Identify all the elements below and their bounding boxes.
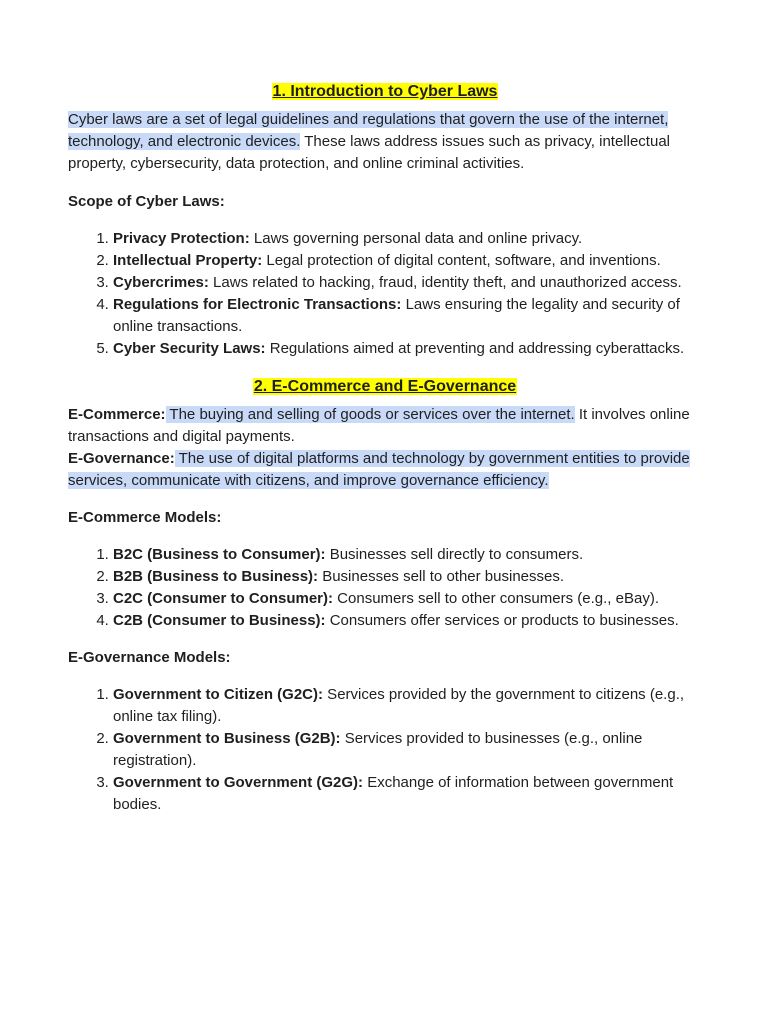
list-item: 3. Government to Government (G2G): Exchange of information between government bodies. [113,772,702,816]
highlighted-text: Cyber laws are a set of legal guidelines and regulations that govern the use of the internet, technology, and electronic devices. [68,111,669,150]
highlighted-text: The use of digital platforms and technology by government entities to provide services, communicate with citizens, and improve governance efficiency. [68,450,690,489]
list-item: 2. B2B (Business to Business): Businesses sell to other businesses. [113,566,702,588]
list-item: 3. C2C (Consumer to Consumer): Consumers sell to other consumers (e.g., eBay). [113,588,702,610]
egovernance-definition: E-Governance: The use of digital platforms and technology by government entities to provide services, communicate with citizens, and improve governance efficiency. [68,450,690,489]
list-item: 4. C2B (Consumer to Business): Consumers offer services or products to businesses. [113,610,702,632]
egovernance-models-list [68,684,702,816]
cyber-laws-intro [68,109,702,175]
egovernance-models-title: E-Governance Models: [68,649,231,666]
body-text: These laws address issues such as privacy, intellectual property, cybersecurity, data protection, and online criminal activities. [68,133,670,172]
list-item: 2. Intellectual Property: Legal protection of digital content, software, and inventions. [113,250,702,272]
scope-list [68,228,702,360]
list-item: 3. Cybercrimes: Laws related to hacking, fraud, identity theft, and unauthorized access. [113,272,702,294]
list-item: 2. Government to Business (G2B): Services provided to businesses (e.g., online registration). [113,728,702,772]
list-item: 1. B2C (Business to Consumer): Businesses sell directly to consumers. [113,544,702,566]
list-item: 5. Cyber Security Laws: Regulations aimed at preventing and addressing cyberattacks. [113,338,702,360]
scope-title: Scope of Cyber Laws: [68,193,225,210]
section-heading-cyber-laws: 1. Introduction to Cyber Laws [272,83,498,100]
highlighted-text: The buying and selling of goods or services over the internet. [165,406,575,423]
section-heading-ecommerce: 2. E-Commerce and E-Governance [253,378,517,395]
list-item: 1. Government to Citizen (G2C): Services provided by the government to citizens (e.g., online tax filing). [113,684,702,728]
ecommerce-models-title: E-Commerce Models: [68,509,222,526]
list-item: 4. Regulations for Electronic Transactions: Laws ensuring the legality and security of online transactions. [113,294,702,338]
ecommerce-models-list [68,544,702,632]
ecommerce-definition: E-Commerce: The buying and selling of goods or services over the internet. It involves online transactions and digital payments. [68,406,690,445]
list-item: 1. Privacy Protection: Laws governing personal data and online privacy. [113,228,702,250]
